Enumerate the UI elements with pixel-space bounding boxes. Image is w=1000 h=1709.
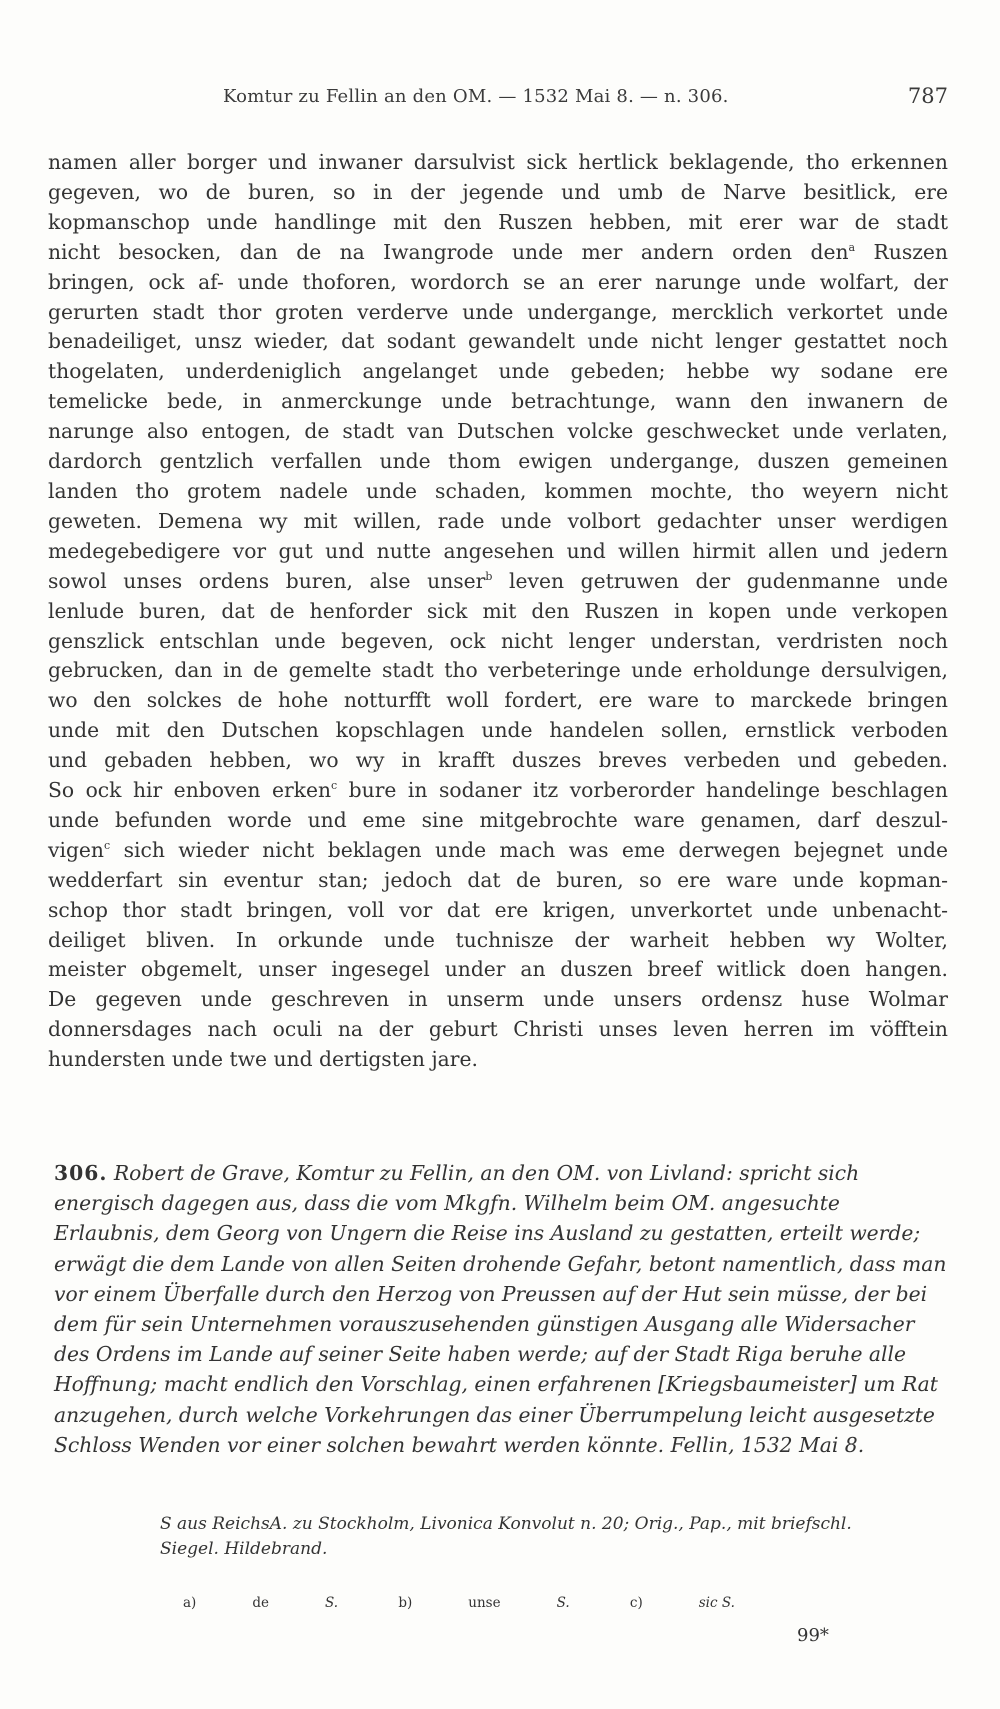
text-line: gerurten stadt thor groten verderve unde undergange, mercklich verkortet unde — [48, 299, 948, 324]
text-line: hundersten unde twe und dertigsten jare. — [48, 1047, 478, 1072]
text-line: wedderfart sin eventur stan; jedoch dat de buren, so ere ware unde kopman- — [48, 867, 948, 892]
text-line: unde mit den Dutschen kopschlagen unde handelen sollen, ernstlick verboden — [48, 718, 948, 743]
text-line: bringen, ock af- unde thoforen, wordorch se an erer narunge unde wolfart, der — [48, 269, 948, 294]
text-line: schop thor stadt bringen, voll vor dat ere krigen, unverkortet unde unbenacht- — [48, 897, 948, 922]
text-line: gebrucken, dan in de gemelte stadt tho verbeteringe unde erholdunge dersulvigen, — [48, 658, 948, 683]
source-line: Siegel. Hildebrand. — [160, 1539, 328, 1559]
text-line: nicht besocken, dan de na Iwangrode unde mer andern orden den$^a$ Ruszen — [48, 239, 948, 264]
text-line: gegeven, wo de buren, so in der jegende und umb de Narve besitlick, ere — [48, 179, 948, 204]
regest-text: Robert de Grave, Komtur zu Fellin, an den OM. von Livland: spricht sich energisch dagegen aus, dass die vom Mkgfn. Wilhelm beim OM. angesuchte Erlaubnis, dem Georg von Ungern die Reise ins Ausland zu gestatten, erteilt werde; erwägt die dem Lande von allen Seiten drohende Gefahr, betont namentlich, dass man vor einem Überfalle durch den Herzog von Preussen auf der Hut sein müsse, der bei dem für sein Unternehmen vorauszusehenden günstigen Ausgang alle Widersacher des Ordens im Lande auf seiner Seite haben werde; auf der Stadt Riga beruhe alle Hoffnung; macht endlich den Vorschlag, einen erfahrenen [Kriegsbaumeister] um Rat anzugehen, durch welche Vorkehrungen das einer Überrumpelung leicht ausgesetzte Schloss Wenden vor einer solchen bewahrt werden könnte. Fellin, 1532 Mai 8. — [54, 1161, 947, 1457]
text-line: und gebaden hebben, wo wy in krafft duszes breves verbeden und gebeden. — [48, 748, 948, 773]
text-line: De gegeven unde geschreven in unserm unde unsers ordensz huse Wolmar — [48, 987, 948, 1012]
page-number: 787 — [907, 84, 948, 108]
document-number: 306. — [54, 1161, 108, 1185]
footnote-ref: a — [848, 240, 856, 254]
running-title: Komtur zu Fellin an den OM. — 1532 Mai 8. — n. 306. — [223, 86, 729, 107]
source-line: S aus ReichsA. zu Stockholm, Livonica Konvolut n. 20; Orig., Pap., mit briefschl. — [160, 1514, 852, 1534]
text-line: benadeiliget, unsz wieder, dat sodant gewandelt unde nicht lenger gestattet noch — [48, 329, 948, 354]
footnote-ref: b — [485, 569, 493, 583]
text-line: dardorch gentzlich verfallen unde thom ewigen undergange, duszen gemeinen — [48, 449, 948, 474]
text-line: narunge also entogen, de stadt van Dutschen volcke geschwecket unde verlaten, — [48, 419, 948, 444]
text-line: namen aller borger und inwaner darsulvist sick hertlick beklagende, tho erkennen — [48, 150, 948, 174]
text-line: temelicke bede, in anmerckunge unde betrachtunge, wann den inwanern de — [48, 389, 948, 414]
signature-mark: 99* — [797, 1625, 829, 1646]
footnote-ref: c — [104, 838, 111, 852]
text-line: deiliget bliven. In orkunde unde tuchnisze der warheit hebben wy Wolter, — [48, 927, 948, 952]
text-line: meister obgemelt, unser ingesegel under an duszen breef witlick doen hangen. — [48, 957, 948, 982]
document-regest — [54, 1158, 947, 1460]
footnote-ref: c — [331, 779, 338, 793]
text-line: So ock hir enboven erken$^c$ bure in sodaner itz vorberorder handelinge beschlagen — [48, 778, 948, 803]
footnote-c: c) sic S. — [629, 1595, 735, 1611]
text-line: landen tho grotem nadele unde schaden, kommen mochte, tho weyern nicht — [48, 478, 948, 503]
text-line: lenlude buren, dat de henforder sick mit den Ruszen in kopen unde verkopen — [48, 598, 948, 623]
text-line: donnersdages nach oculi na der geburt Christi unses leven herren im vöfftein — [48, 1017, 948, 1042]
source-note — [160, 1512, 950, 1562]
text-line: medegebedigere vor gut und nutte angesehen und willen hirmit allen und jedern — [48, 538, 948, 563]
footnotes — [183, 1595, 791, 1611]
footnote-a: a) de S. — [183, 1595, 339, 1611]
text-line: wo den solckes de hohe notturfft woll fordert, ere ware to marckede bringen — [48, 688, 948, 713]
text-line: genszlick entschlan unde begeven, ock nicht lenger understan, verdristen noch — [48, 628, 948, 653]
text-line: thogelaten, underdeniglich angelanget unde gebeden; hebbe wy sodane ere — [48, 359, 948, 384]
text-line: unde befunden worde und eme sine mitgebrochte ware genamen, darf deszul- — [48, 807, 948, 832]
letter-body — [48, 148, 948, 1075]
text-line: vigen$^c$ sich wieder nicht beklagen unde mach was eme derwegen bejegnet unde — [48, 837, 948, 862]
footnote-b: b) unse S. — [398, 1595, 570, 1611]
text-line: sowol unses ordens buren, alse unser$^b$ leven getruwen der gudenmanne unde — [48, 568, 948, 593]
text-line: geweten. Demena wy mit willen, rade unde volbort gedachter unser werdigen — [48, 508, 948, 533]
text-line: kopmanschop unde handlinge mit den Ruszen hebben, mit erer war de stadt — [48, 209, 948, 234]
